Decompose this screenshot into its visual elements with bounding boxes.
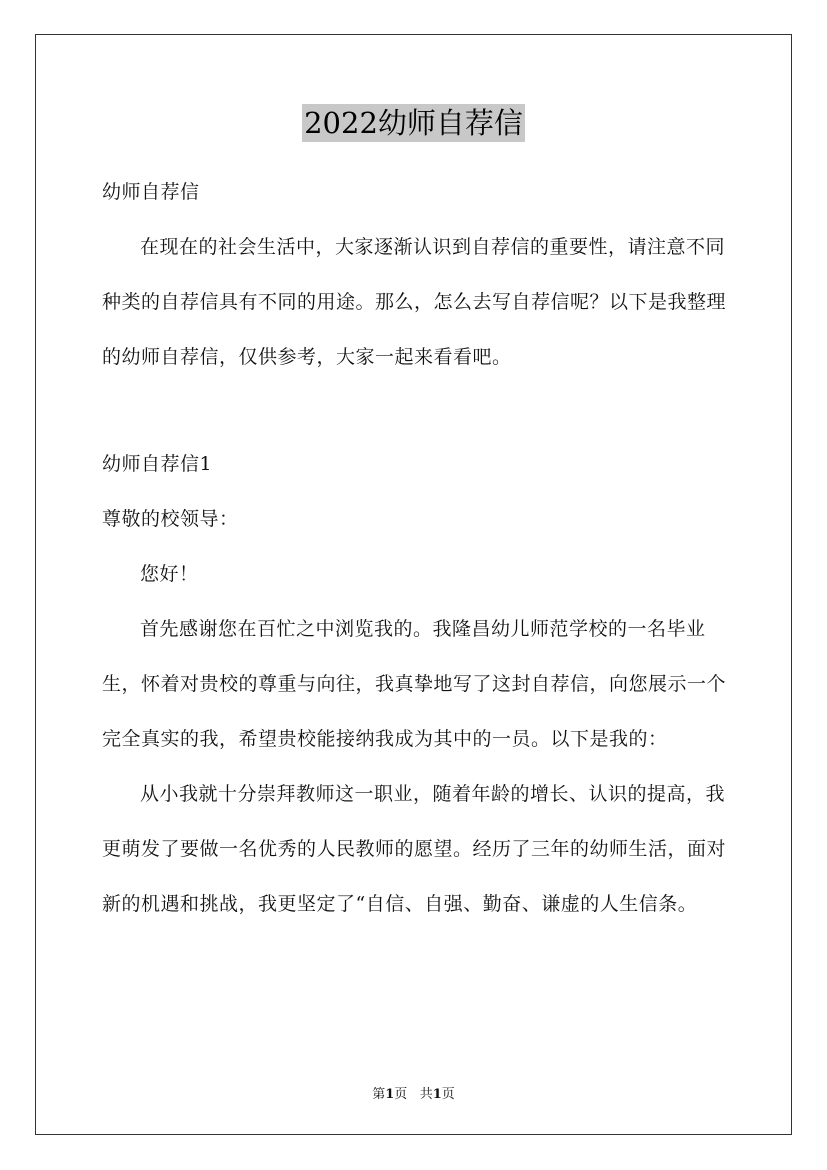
total-pages: 1 [432, 1087, 442, 1102]
body-paragraph-1: 首先感谢您在百忙之中浏览我的。我隆昌幼儿师范学校的一名毕业生，怀着对贵校的尊重与向往，我真挚地写了这封自荐信，向您展示一个完全真实的我，希望贵校能接纳我成为其中的一员。以下是我的： [102, 618, 727, 750]
page-prefix: 第 [372, 1087, 386, 1102]
page-suffix: 页 [394, 1087, 408, 1102]
page-footer [0, 1083, 827, 1102]
subtitle: 幼师自荐信 [102, 181, 200, 203]
document-title: 2022幼师自荐信 [304, 106, 523, 140]
total-prefix: 共 [419, 1087, 433, 1102]
body-paragraph-2: 从小我就十分崇拜教师这一职业，随着年龄的增长、认识的提高，我更萌发了要做一名优秀的人民教师的愿望。经历了三年的幼师生活，面对新的机遇和挑战，我更坚定了“自信、自强、勤奋、谦虚的人生信条。 [102, 783, 727, 915]
total-suffix: 页 [441, 1087, 455, 1102]
page-number: 1 [385, 1087, 395, 1102]
intro-block [102, 165, 727, 385]
greeting: 您好！ [140, 563, 199, 585]
letter-block [102, 437, 727, 932]
title-wrapper [0, 104, 827, 142]
salutation: 尊敬的校领导： [102, 508, 239, 530]
section-heading: 幼师自荐信1 [102, 453, 213, 475]
intro-paragraph: 在现在的社会生活中，大家逐渐认识到自荐信的重要性，请注意不同种类的自荐信具有不同的用途。那么，怎么去写自荐信呢？以下是我整理的幼师自荐信，仅供参考，大家一起来看看吧。 [102, 236, 727, 368]
